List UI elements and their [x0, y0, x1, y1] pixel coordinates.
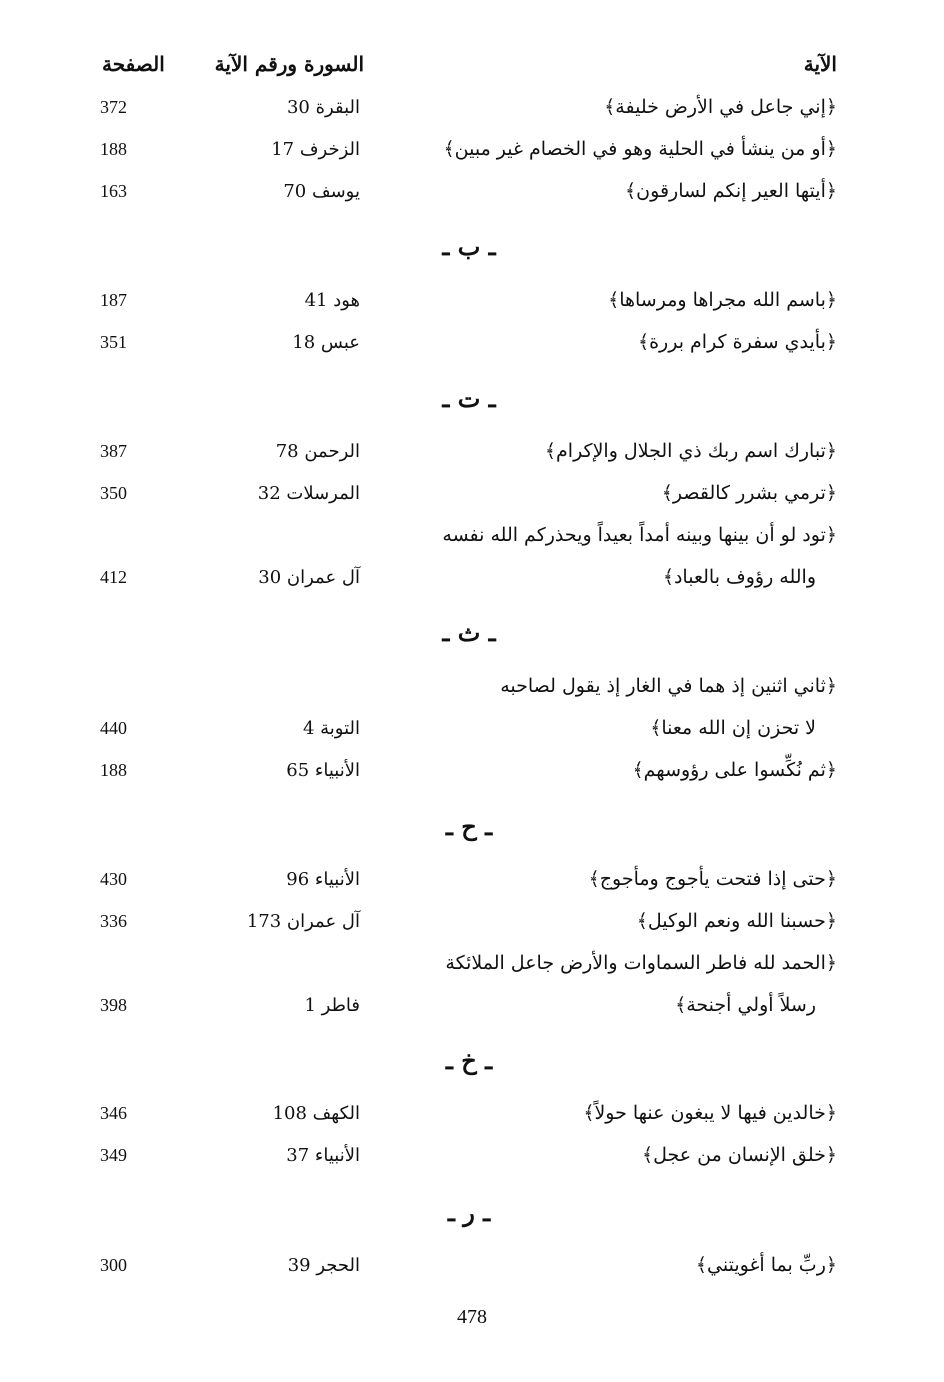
entry-page: 372	[100, 97, 127, 117]
entry-page: 163	[100, 181, 127, 201]
entry-page: 349	[100, 1145, 127, 1165]
section-letter: ـ ت ـ	[442, 384, 496, 413]
entry-surah: الأنبياء 65	[286, 760, 360, 781]
entry-verse: ﴿أيتها العير إنكم لسارقون﴾	[625, 180, 837, 202]
entry-verse: ﴿حسبنا الله ونعم الوكيل﴾	[636, 910, 837, 932]
entry-surah: الأنبياء 37	[286, 1145, 360, 1166]
entry-page: 430	[100, 869, 127, 889]
entry-surah: فاطر 1	[304, 995, 360, 1016]
entry-verse: ﴿ترمي بشرر كالقصر﴾	[661, 482, 837, 504]
header-page: الصفحة	[102, 52, 165, 76]
entry-surah: هود 41	[304, 290, 360, 311]
entry-surah: عبس 18	[292, 332, 360, 353]
entry-verse: ﴿تبارك اسم ربك ذي الجلال والإكرام﴾	[544, 440, 837, 462]
entry-surah: الزخرف 17	[271, 139, 360, 160]
entry-verse: ﴿خالدين فيها لا يبغون عنها حولاً﴾	[583, 1102, 837, 1124]
page-number: 478	[457, 1306, 487, 1328]
entry-page: 351	[100, 332, 127, 352]
entry-verse: ﴿حتى إذا فتحت يأجوج ومأجوج﴾	[588, 868, 837, 890]
section-letter: ـ خ ـ	[445, 1046, 493, 1075]
entry-verse-line: ﴿تود لو أن بينها وبينه أمداً بعيداً ويحذركم الله نفسه	[442, 524, 837, 546]
entry-page: 187	[100, 290, 127, 310]
section-letter: ـ ح ـ	[445, 812, 493, 841]
entry-verse: ﴿باسم الله مجراها ومرساها﴾	[608, 289, 837, 311]
entry-verse: ﴿إني جاعل في الأرض خليفة﴾	[604, 96, 837, 118]
entry-surah: يوسف 70	[283, 181, 360, 202]
entry-surah: الكهف 108	[272, 1103, 360, 1124]
entry-verse-line: لا تحزن إن الله معنا﴾	[650, 717, 816, 739]
entry-verse-line: ﴿ثاني اثنين إذ هما في الغار إذ يقول لصاحبه	[500, 675, 837, 697]
section-letter: ـ ث ـ	[442, 618, 496, 647]
entry-page: 188	[100, 139, 127, 159]
entry-page: 346	[100, 1103, 127, 1123]
entry-verse-line: رسلاً أولي أجنحة﴾	[675, 994, 816, 1016]
section-letter: ـ ب ـ	[442, 232, 496, 261]
entry-verse: ﴿بأيدي سفرة كرام بررة﴾	[637, 331, 837, 353]
entry-surah: الأنبياء 96	[286, 869, 360, 890]
entry-surah: آل عمران 173	[246, 911, 360, 932]
header-surah: السورة ورقم الآية	[214, 52, 364, 76]
entry-surah: آل عمران 30	[258, 567, 360, 588]
entry-surah: المرسلات 32	[257, 483, 360, 504]
entry-verse-line: والله رؤوف بالعباد﴾	[662, 566, 816, 588]
header-verse: الآية	[803, 52, 837, 76]
entry-surah: البقرة 30	[286, 97, 360, 118]
entry-verse: ﴿خلق الإنسان من عجل﴾	[642, 1144, 837, 1166]
entry-verse: ﴿أو من ينشأ في الحلية وهو في الخصام غير مبين﴾	[443, 138, 837, 160]
entry-page: 300	[100, 1255, 127, 1275]
entry-page: 398	[100, 995, 127, 1015]
entry-page: 336	[100, 911, 127, 931]
entry-page: 412	[100, 567, 127, 587]
entry-page: 440	[100, 718, 127, 738]
section-letter: ـ ر ـ	[447, 1198, 491, 1227]
entry-page: 350	[100, 483, 127, 503]
entry-surah: الرحمن 78	[275, 441, 360, 462]
entry-surah: التوبة 4	[302, 718, 360, 739]
entry-page: 188	[100, 760, 127, 780]
entry-verse: ﴿ثم نُكِّسوا على رؤوسهم﴾	[632, 759, 837, 781]
entry-verse-line: ﴿الحمد لله فاطر السماوات والأرض جاعل الملائكة	[445, 952, 837, 974]
entry-verse: ﴿ربِّ بما أغويتني﴾	[695, 1254, 837, 1276]
entry-page: 387	[100, 441, 127, 461]
entry-surah: الحجر 39	[287, 1255, 360, 1276]
